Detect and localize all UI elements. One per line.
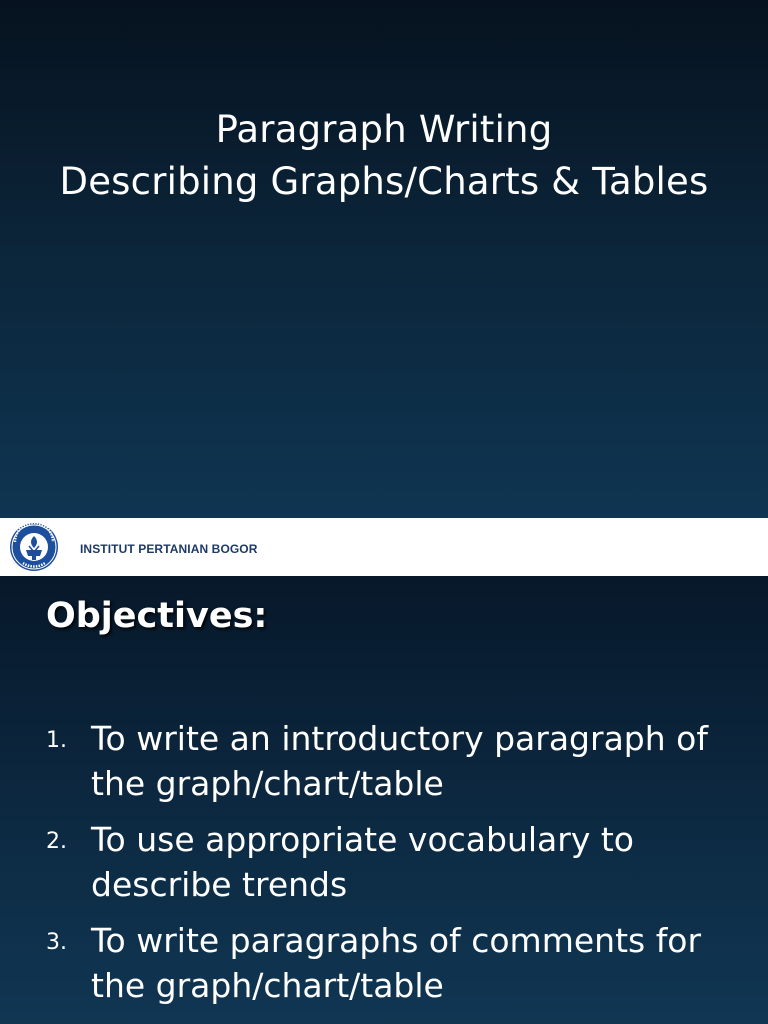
objective-item: [46, 817, 746, 907]
objective-item: [46, 918, 746, 1008]
objective-text: To write an introductory paragraph of the graph/chart/table: [91, 719, 708, 803]
ipb-logo-icon: [8, 522, 60, 572]
institution-name: INSTITUT PERTANIAN BOGOR: [80, 542, 258, 556]
objective-number: 3.: [46, 930, 67, 955]
objectives-list: [46, 716, 746, 1019]
objective-item: [46, 716, 746, 806]
objective-number: 1.: [46, 728, 67, 753]
title-line-2: Describing Graphs/Charts & Tables: [59, 160, 709, 203]
slide-title: [0, 104, 768, 208]
objective-text: To use appropriate vocabulary to describe trends: [91, 820, 634, 904]
objectives-slide: [0, 576, 768, 1024]
title-line-1: Paragraph Writing: [215, 108, 553, 151]
objective-number: 2.: [46, 829, 67, 854]
objectives-heading: Objectives:: [46, 596, 268, 636]
objective-text: To write paragraphs of comments for the graph/chart/table: [91, 921, 702, 1005]
institution-banner: [0, 518, 768, 576]
